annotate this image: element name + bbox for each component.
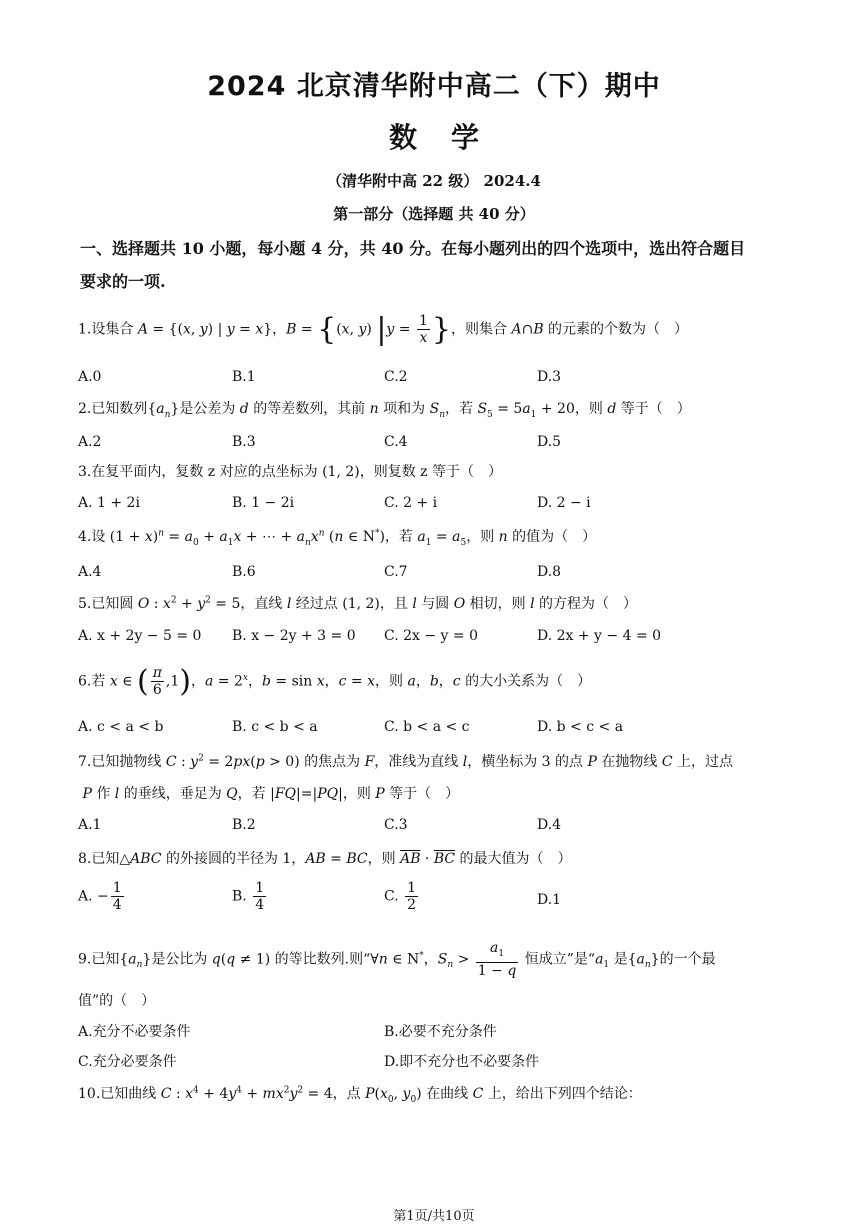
question-5: 5.已知圆 O : $x^2 + y^2 = 5$，直线 l 经过点 (1, 2)，且 l 与圆 O 相切，则 l 的方程为（ ） (78, 595, 638, 612)
q7-option-c[interactable]: C.3 (384, 817, 408, 833)
q6-option-b[interactable]: B. c < b < a (232, 719, 318, 735)
q7-option-b[interactable]: B.2 (232, 817, 256, 833)
question-10: 10.已知曲线 C : $x^4 + 4y^4 + mx^2y^2 = 4$，点 $P(x_0$, $y_0$) 在曲线 C 上，给出下列四个结论： (78, 1085, 642, 1105)
q3-option-c[interactable]: C. 2 + i (384, 495, 438, 511)
question-7-line-1: 7.已知抛物线 C : $y^2 = 2px(p > 0)$ 的焦点为 F，准线为直线 l，横坐标为 3 的点 P 在抛物线 C 上，过点 (78, 753, 733, 770)
instructions-line-1: 一、选择题共 10 小题，每小题 4 分，共 40 分。在每小题列出的四个选项中，选出符合题目 (80, 239, 746, 258)
exam-title: 2024 北京清华附中高二（下）期中 (207, 71, 661, 102)
q3-option-d[interactable]: D. 2 − i (537, 495, 591, 511)
q1-option-c[interactable]: C.2 (384, 369, 408, 385)
q4-option-b[interactable]: B.6 (232, 564, 256, 580)
q2-option-b[interactable]: B.3 (232, 434, 256, 450)
question-9: 9.已知$\{a_n\}$是公比为 q(q ≠ 1) 的等比数列.则“∀n ∈ N*，$S_n$ > $\frac{a_1}{1 - q}$ 恒成立”是“$a_1$ 是$\{a_n\}$的一个最 (78, 940, 716, 979)
q6-option-d[interactable]: D. b < c < a (537, 719, 624, 735)
q4-option-a[interactable]: A.4 (78, 564, 102, 580)
question-7-line-2: P 作 l 的垂线，垂足为 Q，若 |FQ|=|PQ|，则 P 等于（ ） (82, 786, 460, 802)
question-6: 6.若 x ∈ ( $\frac{\pi}{6}$ ,1)，$a = 2^x$，b = sin x，c = x，则 a，b，c 的大小关系为（ ） (78, 664, 592, 699)
q6-option-a[interactable]: A. c < a < b (78, 719, 164, 735)
question-2: 2.已知数列$\{a_n\}$是公差为 d 的等差数列，其前 n 项和为 $S_n$，若 $S_5 = 5a_1 + 20$，则 d 等于（ ） (78, 401, 691, 420)
question-8: 8.已知△ABC 的外接圆的半径为 1，AB = BC，则 $\overline{AB} \cdot \overline{BC}$ 的最大值为（ ） (78, 851, 572, 867)
question-1: 1.设集合 A = {(x, y) | y = x}，B = {(x, y) |y = $\frac{1}{x}$ }，则集合 A∩B 的元素的个数为（ ） (78, 312, 689, 347)
q8-option-c[interactable]: C. $\frac{1}{2}$ (384, 880, 417, 913)
question-4: 4.设 $(1 + x)^n = a_0 + a_1x$ + ⋯ + $a_nx^n$ (n ∈ N*)，若 $a_1 = a_5$，则 n 的值为（ ） (78, 528, 597, 548)
instructions-line-2: 要求的一项. (80, 272, 166, 291)
q9-option-a[interactable]: A.充分不必要条件 (78, 1024, 191, 1040)
exam-subject: 数学 (388, 121, 513, 154)
q5-option-b[interactable]: B. x − 2y + 3 = 0 (232, 628, 356, 644)
q3-option-a[interactable]: A. 1 + 2i (78, 495, 140, 511)
q7-option-d[interactable]: D.4 (537, 817, 562, 833)
exam-meta: （清华附中高 22 级） 2024.4 (327, 172, 541, 190)
question-9-tail: 值”的（ ） (78, 993, 156, 1009)
q9-option-d[interactable]: D.即不充分也不必要条件 (384, 1054, 540, 1070)
q5-option-a[interactable]: A. x + 2y − 5 = 0 (78, 628, 202, 644)
question-8-options (78, 880, 798, 920)
q8-option-a[interactable]: A. − $\frac{1}{4}$ (78, 880, 122, 913)
q7-option-a[interactable]: A.1 (78, 817, 102, 833)
q4-option-d[interactable]: D.8 (537, 564, 562, 580)
q1-option-a[interactable]: A.0 (78, 369, 102, 385)
q6-option-c[interactable]: C. b < a < c (384, 719, 470, 735)
q5-option-d[interactable]: D. 2x + y − 4 = 0 (537, 628, 662, 644)
page-number: 第1页/共10页 (393, 1209, 475, 1224)
q9-option-b[interactable]: B.必要不充分条件 (384, 1024, 497, 1040)
part-heading: 第一部分（选择题 共 40 分） (333, 205, 535, 223)
q5-option-c[interactable]: C. 2x − y = 0 (384, 628, 478, 644)
question-3: 3.在复平面内，复数 z 对应的点坐标为 (1, 2)，则复数 z 等于（ ） (78, 464, 502, 480)
q1-option-d[interactable]: D.3 (537, 369, 562, 385)
q8-option-d[interactable]: D.1 (537, 892, 562, 908)
q8-option-b[interactable]: B. $\frac{1}{4}$ (232, 880, 265, 913)
q9-option-c[interactable]: C.充分必要条件 (78, 1054, 177, 1070)
q3-option-b[interactable]: B. 1 − 2i (232, 495, 295, 511)
q2-option-a[interactable]: A.2 (78, 434, 102, 450)
q4-option-c[interactable]: C.7 (384, 564, 408, 580)
q2-option-d[interactable]: D.5 (537, 434, 562, 450)
q2-option-c[interactable]: C.4 (384, 434, 408, 450)
q1-option-b[interactable]: B.1 (232, 369, 256, 385)
